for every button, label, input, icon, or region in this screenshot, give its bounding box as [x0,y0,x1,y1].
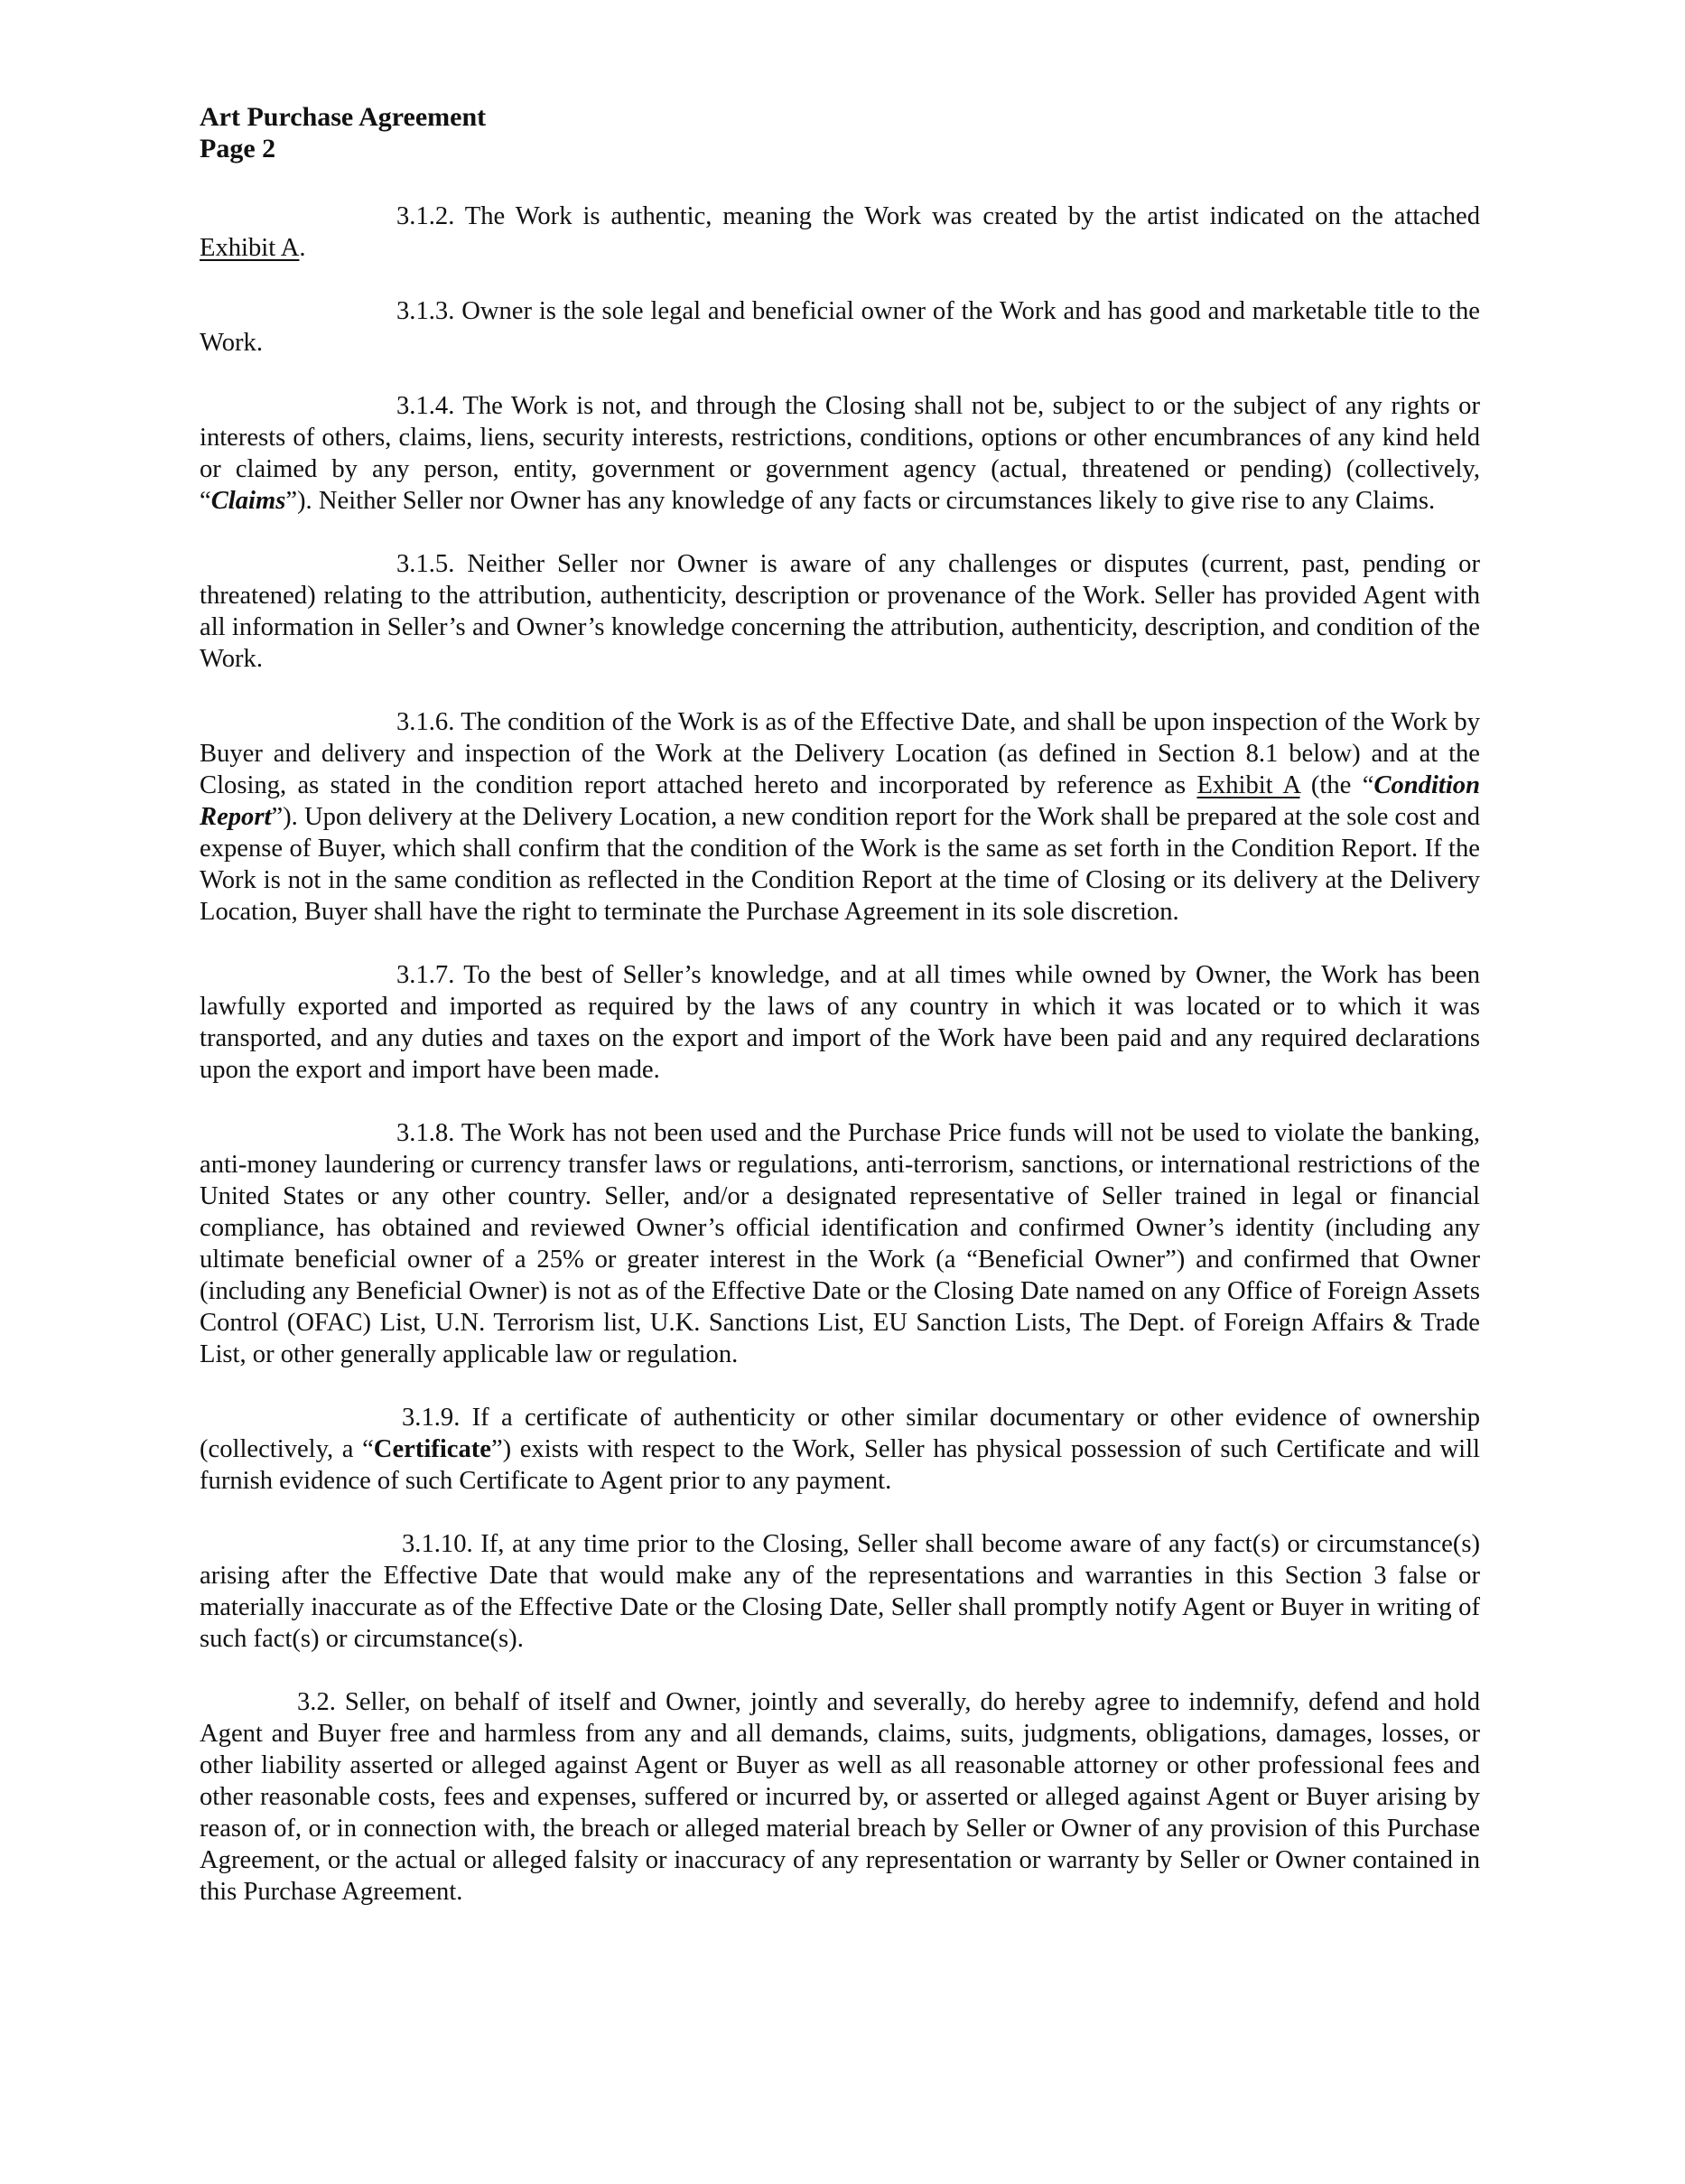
defined-term-certificate: Certificate [373,1435,491,1463]
clause-text: 3.1.2. The Work is authentic, meaning the Work was created by the artist indicated on the attached [396,202,1480,230]
clause-3-1-10: 3.1.10. If, at any time prior to the Closing, Seller shall become aware of any fact(s) or circumstance(s) arising after the Effective Date that would make any of the representations and warranties in this Section 3 false or materially inaccurate as of the Effective Date or the Closing Date, Seller shall promptly notify Agent or Buyer in writing of such fact(s) or circumstance(s). [200,1530,1480,1653]
clause-3-1-7: 3.1.7. To the best of Seller’s knowledge, and at all times while owned by Owner, the Work has been lawfully exported and imported as required by the laws of any country in which it was located or to which it was transported, and any duties and taxes on the export and import of the Work have been paid and any required declarations upon the export and import have been made. [200,961,1480,1084]
document-title: Art Purchase Agreement [200,102,487,132]
clause-text-end: . [299,234,306,262]
clause-3-1-2 [200,201,1480,264]
clause-3-1-9 [200,1402,1480,1497]
clause-text-end: ”). Neither Seller nor Owner has any knowledge of any facts or circumstances likely to give rise to any Claims. [285,487,1436,515]
clause-text-mid: (the “ [1299,771,1374,799]
clause-3-2: 3.2. Seller, on behalf of itself and Owner, jointly and severally, do hereby agree to indemnify, defend and hold Agent and Buyer free and harmless from any and all demands, claims, suits, judgments, obligations, damages, losses, or other liability asserted or alleged against Agent or Buyer as well as all reasonable attorney or other professional fees and other reasonable costs, fees and expenses, suffered or incurred by, or asserted or alleged against Agent or Buyer arising by reason of, or in connection with, the breach or alleged material breach by Seller or Owner of any provision of this Purchase Agreement, or the actual or alleged falsity or inaccuracy of any representation or warranty by Seller or Owner contained in this Purchase Agreement. [200,1688,1480,1906]
clause-3-1-6 [200,706,1480,928]
clause-3-1-3: 3.1.3. Owner is the sole legal and beneficial owner of the Work and has good and marketable title to the Work. [200,297,1480,357]
clause-text: 3.1.4. The Work is not, and through the Closing shall not be, subject to or the subject of any rights or interests of others, claims, liens, security interests, restrictions, conditions, options or other encumbrances of any kind held or claimed by any person, entity, government or government agency (actual, threatened or pending) (collectively, “ [200,392,1480,515]
clause-3-1-5: 3.1.5. Neither Seller nor Owner is aware of any challenges or disputes (current, past, pending or threatened) relating to the attribution, authenticity, description or provenance of the Work. Seller has provided Agent with all information in Seller’s and Owner’s knowledge concerning the attribution, authenticity, description, and condition of the Work. [200,550,1480,673]
exhibit-a-reference: Exhibit A [1196,771,1300,799]
clause-text-end: ”) exists with respect to the Work, Seller has physical possession of such Certificate and will furnish evidence of such Certificate to Agent prior to any payment. [200,1435,1480,1495]
clause-3-1-8: 3.1.8. The Work has not been used and the Purchase Price funds will not be used to violate the banking, anti-money laundering or currency transfer laws or regulations, anti-terrorism, sanctions, or international restrictions of the United States or any other country. Seller, and/or a designated representative of Seller trained in legal or financial compliance, has obtained and reviewed Owner’s official identification and confirmed Owner’s identity (including any ultimate beneficial owner of a 25% or greater interest in the Work (a “Beneficial Owner”) and confirmed that Owner (including any Beneficial Owner) is not as of the Effective Date or the Closing Date named on any Office of Foreign Assets Control (OFAC) List, U.N. Terrorism list, U.K. Sanctions List, EU Sanction Lists, The Dept. of Foreign Affairs & Trade List, or other generally applicable law or regulation. [200,1119,1480,1368]
page-header [200,101,486,164]
defined-term-condition-report: Condition Report [200,771,1480,831]
clause-text: 3.1.9. If a certificate of authenticity or other similar documentary or other evidence of ownership (collectively, a “ [200,1404,1480,1463]
document-body [200,201,1480,1939]
clause-text: 3.1.6. The condition of the Work is as of the Effective Date, and shall be upon inspection of the Work by Buyer and delivery and inspection of the Work at the Delivery Location (as defined in Section 8.1 below) and at the Closing, as stated in the condition report attached hereto and incorporated by reference as [200,708,1480,799]
page-number: Page 2 [200,134,276,163]
clause-text-end: ”). Upon delivery at the Delivery Location, a new condition report for the Work shall be prepared at the sole cost and expense of Buyer, which shall confirm that the condition of the Work is the same as set forth in the Condition Report. If the Work is not in the same condition as reflected in the Condition Report at the time of Closing or its delivery at the Delivery Location, Buyer shall have the right to terminate the Purchase Agreement in its sole discretion. [200,803,1480,926]
clause-3-1-4 [200,390,1480,517]
exhibit-a-reference: Exhibit A [200,234,300,262]
defined-term-claims: Claims [210,487,286,515]
